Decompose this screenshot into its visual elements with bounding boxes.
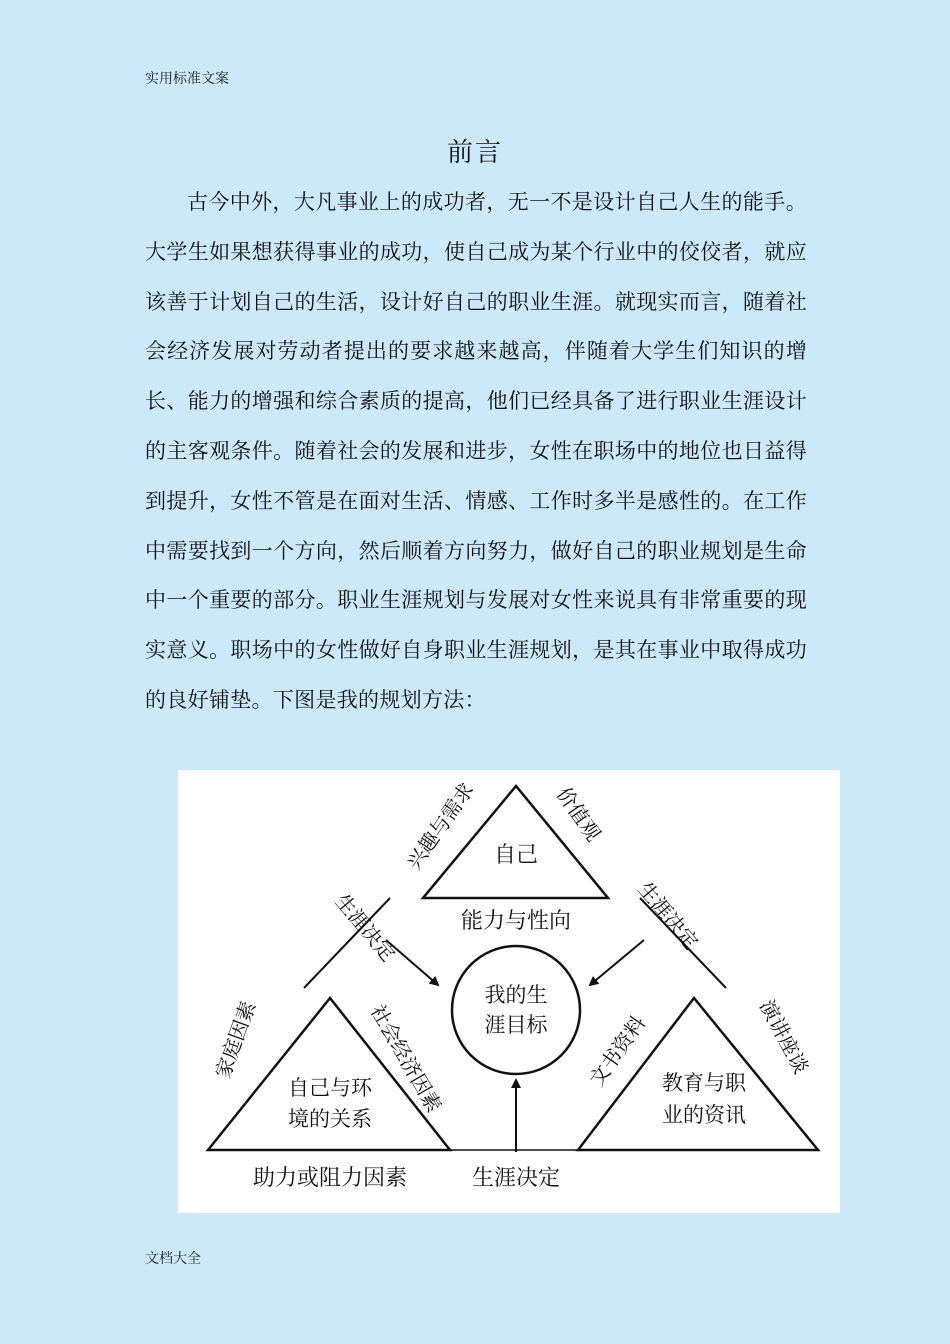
left-triangle-left-side: 家庭因素 [210,997,261,1082]
right-triangle-line1: 教育与职 [662,1071,746,1095]
page-header-note: 实用标准文案 [145,71,229,87]
preface-paragraph: 古今中外，大凡事业上的成功者，无一不是设计自己人生的能手。大学生如果想获得事业的成功，使自己成为某个行业中的佼佼者，就应该善于计划自己的生活，设计好自己的职业生涯。就现实而言，随着社会经济发展对劳动者提出的要求越来越高，伴随着大学生们知识的增长、能力的增强和综合素质的提高，他们已经具备了进行职业生涯设计的主客观条件。随着社会的发展和进步，女性在职场中的地位也日益得到提升，女性不管是在面对生活、情感、工作时多半是感性的。在工作中需要找到一个方向，然后顺着方向努力，做好自己的职业规划是生命中一个重要的部分。职业生涯规划与发展对女性来说具有非常重要的现实意义。职场中的女性做好自身职业生涯规划，是其在事业中取得成功的良好铺垫。下图是我的规划方法： [145,190,807,712]
top-right-side-label: 价值观 [551,782,606,846]
right-arrow [590,940,644,985]
diagram-svg [178,770,840,1213]
top-triangle-label: 自己 [493,843,539,868]
right-triangle-right-side: 演讲座谈 [754,995,814,1078]
right-triangle-line2: 业的资讯 [662,1103,746,1127]
left-triangle-line1: 自己与环 [288,1076,372,1100]
page-title: 前言 [446,138,503,168]
page-footer-note: 文档大全 [145,1251,201,1267]
top-below-label: 能力与性向 [460,909,572,934]
right-arrow-label: 生涯决定 [633,877,704,954]
bottom-arrow-label: 生涯决定 [471,1166,561,1191]
top-left-side-label: 兴趣与需求 [401,778,479,874]
right-triangle-left-side: 文书资料 [584,1011,651,1091]
career-planning-diagram [178,770,840,1213]
left-triangle-line2: 境的关系 [288,1107,372,1131]
left-triangle-below: 助力或阻力因素 [252,1166,408,1191]
center-circle [452,946,580,1074]
left-arrow-label: 生涯决定 [330,889,401,966]
center-circle-line1: 我的生 [484,983,548,1007]
left-triangle-right-side: 社会经济因素 [365,1000,447,1117]
center-circle-line2: 涯目标 [484,1013,548,1037]
